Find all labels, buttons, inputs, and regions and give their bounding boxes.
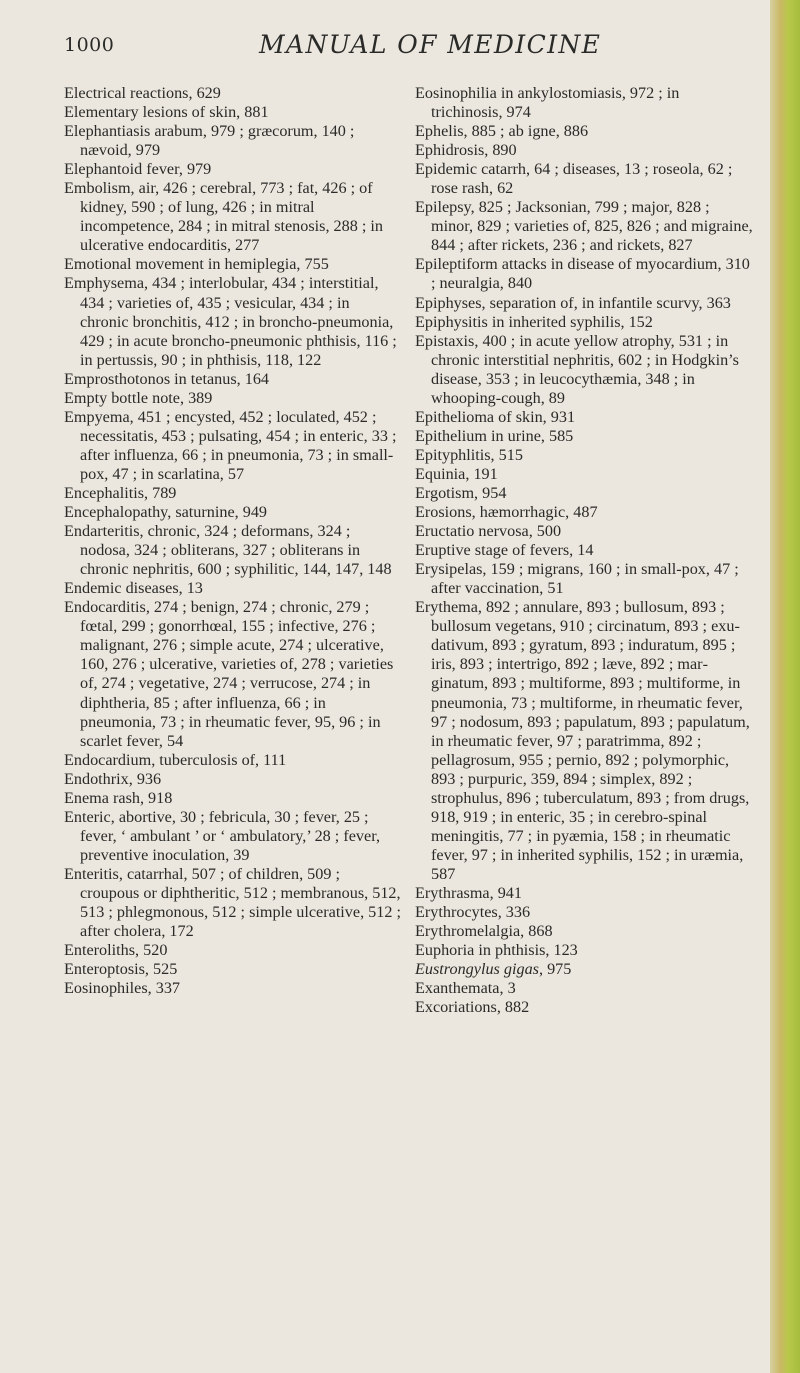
genus-name: Eustrongylus gigas	[415, 960, 539, 979]
column-gutter	[406, 90, 407, 1370]
index-entry: Epityphlitis, 515	[415, 445, 523, 464]
index-entry: Epidemic catarrh, 64 ; diseases, 13 ; roseola, 62 ; rose rash, 62	[415, 160, 733, 198]
index-entry: Erythrocytes, 336	[415, 903, 531, 922]
index-entry: Enema rash, 918	[64, 788, 173, 807]
index-entry: Erythromelalgia, 868	[415, 922, 553, 941]
index-entry: Emprosthotonos in tetanus, 164	[64, 369, 270, 388]
index-entry: Exanthemata, 3	[415, 979, 516, 998]
index-entry: Enteritis, catarrhal, 507 ; of children, 509 ; croupous or diphtheritic, 512 ; membranous, 512, 513 ; phlegmonous, 512 ; simple ulcerative, 512 ; after cholera, 172	[64, 864, 402, 941]
index-entry: Eosinophilia in ankylostomiasis, 972 ; in trichinosis, 974	[415, 84, 680, 122]
index-entry: Elementary lesions of skin, 881	[64, 103, 269, 122]
index-entry: Endocarditis, 274 ; benign, 274 ; chronic, 279 ; fœtal, 299 ; gonorrhœal, 155 ; infective, 276 ; malignant, 276 ; simple acute, 274 ; ulcerative, 160, 276 ; ulcerative, varieties of, 278 ; varieties of, 274 ; vegetative, 274 ; verrucose, 274 ; in diphtheria, 85 ; after influenza, 66 ; in pneumonia, 73 ; in rheumatic fever, 95, 96 ; in scarlet fever, 54	[64, 598, 394, 750]
index-entry: Enteroptosis, 525	[64, 960, 178, 979]
index-entry: Epithelioma of skin, 931	[415, 407, 576, 426]
index-entry: Emotional movement in hemiplegia, 755	[64, 255, 329, 274]
index-entry: Epilepsy, 825 ; Jacksonian, 799 ; major, 828 ; minor, 829 ; varieties of, 825, 826 ; and migraine, 844 ; after rickets, 236 ; and rickets, 827	[415, 198, 753, 255]
index-entry: Endocardium, tuberculosis of, 111	[64, 750, 287, 769]
index-entry: Epithelium in urine, 585	[415, 426, 574, 445]
index-entry: Endothrix, 936	[64, 769, 162, 788]
index-column-right	[415, 84, 753, 1017]
index-entry: Emphysema, 434 ; interlobular, 434 ; interstitial, 434 ; varieties of, 435 ; vesicular, 434 ; in chronic bronchitis, 412 ; in broncho-pneumonia, 429 ; in acute broncho-pneumonic phthisis, 116 ; in pertussis, 90 ; in phthisis, 118, 122	[64, 274, 397, 369]
index-entry: Erythema, 892 ; annulare, 893 ; bullosum, 893 ; bullosum vegetans, 910 ; circinatum, 893 ; exudativum, 893 ; gyratum, 893 ; induratum, 895 ; iris, 893 ; intertrigo, 892 ; læve, 892 ; marginatum, 893 ; multiforme, 893 ; multiforme, in pneumonia, 73 ; multiforme, in rheumatic fever, 97 ; nodosum, 893 ; papulatum, 893 ; papulatum, in rheumatic fever, 97 ; paratrimma, 892 ; pellagrosum, 955 ; pernio, 892 ; polymorphic, 893 ; purpuric, 359, 894 ; simplex, 892 ; strophulus, 896 ; tuberculatum, 893 ; from drugs, 918, 919 ; in enteric, 35 ; in cerebro-spinal meningitis, 77 ; in pyæmia, 158 ; in rheumatic fever, 97 ; in inherited syphilis, 152 ; in uræmia, 587	[415, 598, 750, 883]
index-entry: Elephantoid fever, 979	[64, 160, 212, 179]
index-entry: Endarteritis, chronic, 324 ; deformans, 324 ; nodosa, 324 ; obliterans, 327 ; obliterans in chronic nephritis, 600 ; syphilitic, 144, 147, 148	[64, 522, 392, 579]
index-entry: Euphoria in phthisis, 123	[415, 941, 578, 960]
index-entry: Eruptive stage of fevers, 14	[415, 541, 594, 560]
index-entry: Ergotism, 954	[415, 483, 507, 502]
index-entry: Eructatio nervosa, 500	[415, 522, 562, 541]
index-entry: Empty bottle note, 389	[64, 388, 213, 407]
index-entry: Electrical reactions, 629	[64, 84, 221, 102]
index-entry: Eosinophiles, 337	[64, 979, 181, 998]
index-entry: Ephidrosis, 890	[415, 141, 517, 160]
index-entry: Erysipelas, 159 ; migrans, 160 ; in small-pox, 47 ; after vaccination, 51	[415, 560, 739, 598]
index-entry: Erythrasma, 941	[415, 883, 522, 902]
book-spine-edge	[770, 0, 800, 1373]
page-header	[64, 30, 754, 70]
index-entry: Epiphyses, separation of, in infantile scurvy, 363	[415, 293, 731, 312]
page-number: 1000	[64, 34, 115, 56]
index-column-left	[64, 84, 402, 998]
index-entry: Epiphysitis in inherited syphilis, 152	[415, 312, 653, 331]
index-entry: Ephelis, 885 ; ab igne, 886	[415, 122, 589, 141]
index-entry: Endemic diseases, 13	[64, 579, 203, 598]
index-entry: Enteric, abortive, 30 ; febricula, 30 ; fever, 25 ; fever, ‘ ambulant ’ or ‘ ambulatory,’ 28 ; fever, preventive inoculation, 39	[64, 807, 380, 864]
index-entry: Eustrongylus gigas, 975	[415, 960, 572, 979]
running-title: MANUAL OF MEDICINE	[259, 30, 602, 59]
index-entry: Embolism, air, 426 ; cerebral, 773 ; fat, 426 ; of kidney, 590 ; of lung, 426 ; in mitral incompetence, 284 ; in mitral stenosis, 288 ; in ulcerative endocarditis, 277	[64, 179, 384, 255]
index-entry: Enteroliths, 520	[64, 941, 168, 960]
index-entry: Empyema, 451 ; encysted, 452 ; loculated, 452 ; necessitatis, 453 ; pulsating, 454 ; in enteric, 33 ; after influenza, 66 ; in pneumonia, 73 ; in small-pox, 47 ; in scarlatina, 57	[64, 407, 397, 483]
index-entry: Encephalitis, 789	[64, 483, 177, 502]
index-entry: Erosions, hæmorrhagic, 487	[415, 503, 598, 522]
index-entry: Excoriations, 882	[415, 998, 530, 1017]
index-entry: Epileptiform attacks in disease of myocardium, 310 ; neuralgia, 840	[415, 255, 750, 293]
index-entry: Epistaxis, 400 ; in acute yellow atrophy, 531 ; in chronic interstitial nephritis, 602 ; in Hodgkin’s disease, 353 ; in leucocythæmia, 348 ; in whooping-cough, 89	[415, 331, 739, 407]
index-entry: Elephantiasis arabum, 979 ; græcorum, 140 ; nævoid, 979	[64, 122, 355, 160]
index-entry: Equinia, 191	[415, 464, 498, 483]
index-entry: Encephalopathy, saturnine, 949	[64, 503, 268, 522]
